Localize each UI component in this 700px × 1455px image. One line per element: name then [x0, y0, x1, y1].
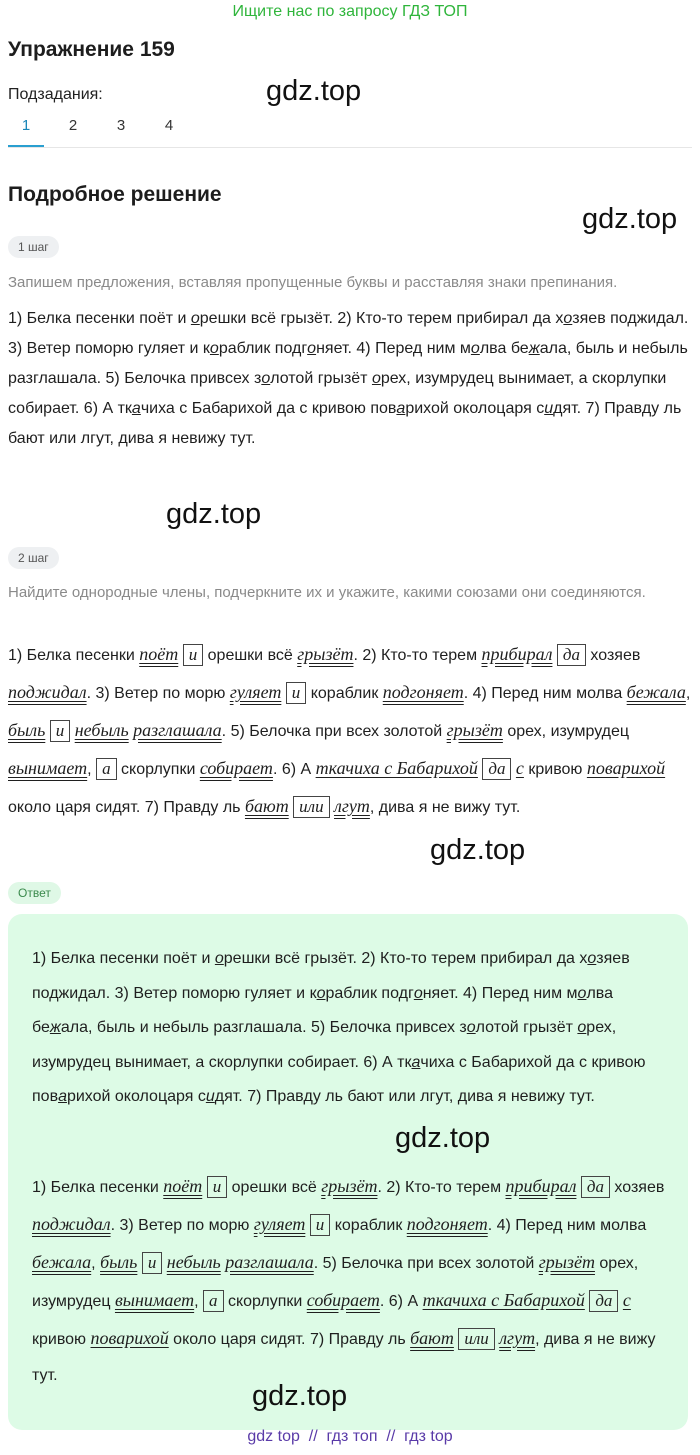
- step-2-instruction: Найдите однородные члены, подчеркните их и укажите, какими союзами они соединяются.: [8, 584, 646, 601]
- footer-links[interactable]: gdz top // гдз топ // гдз top: [247, 1428, 453, 1445]
- answer-badge-wrap: [8, 884, 61, 902]
- step-1-badge: 1 шаг: [8, 236, 59, 258]
- answer-badge: Ответ: [8, 882, 61, 904]
- tab-3[interactable]: 3: [116, 117, 126, 134]
- step-badge: [8, 549, 59, 567]
- watermark: gdz.top: [430, 834, 526, 866]
- watermark: gdz.top: [252, 1380, 348, 1412]
- solution-title: Подробное решение: [8, 183, 222, 206]
- step-1-text: 1) Белка песенки поёт и орешки всё грызёт. 2) Кто-то терем прибирал да хозяев поджидал. 3) Ветер поморю гуляет и кораблик подгоняет. 4) Перед ним молва бежала, быль и небыль разглашала. 5) Белочка привсех золотой грызёт орех, изумрудец вынимает, а скорлупки собирает. 6) А ткачиха с Бабарихой да с кривою поварихой околоцаря сидят. 7) Правду ль бают или лгут, дива я невижу тут.: [8, 310, 689, 447]
- subtask-tabs: [8, 117, 692, 148]
- watermark: gdz.top: [166, 498, 262, 530]
- watermark: gdz.top: [395, 1122, 491, 1154]
- promo-banner[interactable]: Ищите нас по запросу ГДЗ ТОП: [232, 3, 468, 20]
- exercise-title: Упражнение 159: [8, 38, 175, 61]
- answer-text-2: 1) Белка песенки поёт и орешки всё грызёт. 2) Кто-то терем прибирал да хозяев поджидал. 3) Ветер по морю гуляет и кораблик подгоняет. 4) Перед ним молва бежала, быль и небыль разглашала. 5) Белочка при всех золотой грызёт орех, изумрудец вынимает, а скорлупки собирает. 6) А ткачиха с Бабарихой да с кривою поварихой около царя сидят. 7) Правду ль бают или лгут, дива я не вижу тут.: [32, 1176, 665, 1384]
- watermark: gdz.top: [266, 75, 362, 107]
- subtasks-label: Подзадания:: [8, 86, 103, 103]
- answer-text-1: 1) Белка песенки поёт и орешки всё грызёт. 2) Кто-то терем прибирал да хозяев поджидал. 3) Ветер поморю гуляет и кораблик подгоняет. 4) Перед ним молва бежала, быль и небыль разглашала. 5) Белочка привсех золотой грызёт орех, изумрудец вынимает, а скорлупки собирает. 6) А ткачиха с Бабарихой да с кривою поварихой околоцаря сидят. 7) Правду ль бают или лгут, дива я невижу тут.: [32, 950, 646, 1105]
- step-2-badge: 2 шаг: [8, 547, 59, 569]
- step-2-text: 1) Белка песенки поёт и орешки всё грызёт. 2) Кто-то терем прибирал да хозяев поджидал. 3) Ветер по морю гуляет и кораблик подгоняет. 4) Перед ним молва бежала, быль и небыль разглашала. 5) Белочка при всех золотой грызёт орех, изумрудец вынимает, а скорлупки собирает. 6) А ткачиха с Бабарихой да с кривою поварихой около царя сидят. 7) Правду ль бают или лгут, дива я не вижу тут.: [8, 644, 691, 816]
- step-badge: [8, 238, 59, 256]
- tab-4[interactable]: 4: [164, 117, 174, 134]
- tab-1[interactable]: 1: [8, 117, 44, 147]
- step-1-instruction: Запишем предложения, вставляя пропущенные буквы и расставляя знаки препинания.: [8, 274, 618, 291]
- tab-2[interactable]: 2: [68, 117, 78, 134]
- watermark: gdz.top: [582, 203, 678, 235]
